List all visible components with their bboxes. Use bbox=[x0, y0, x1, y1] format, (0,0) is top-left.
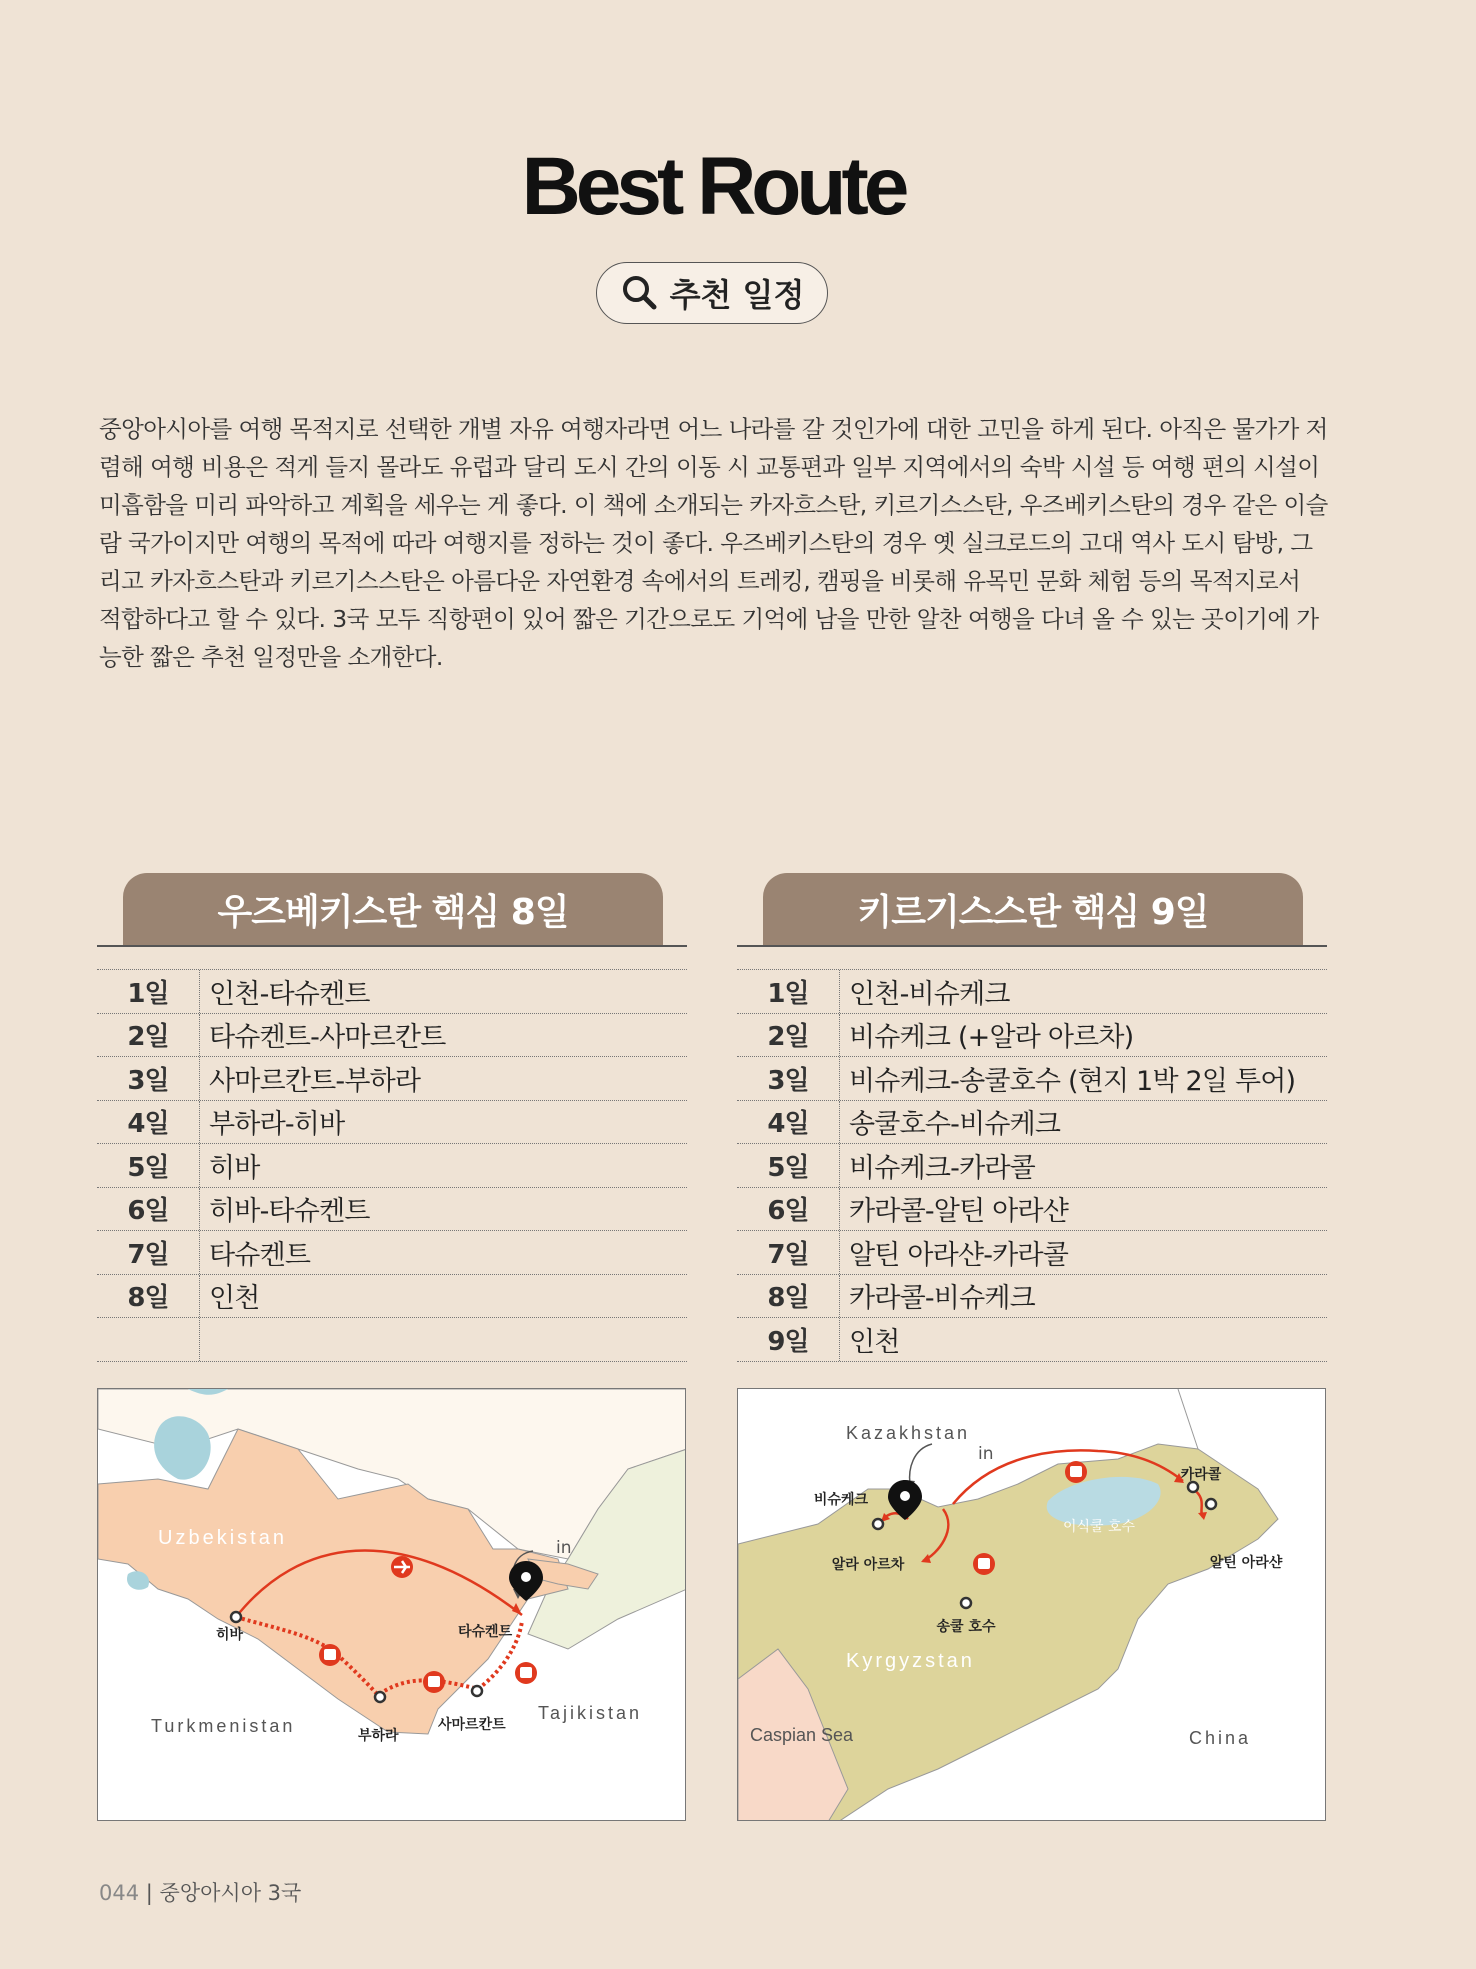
city-label-bishkek: 비슈케크 bbox=[813, 1492, 868, 1508]
place-cell: 인천 bbox=[849, 1326, 900, 1358]
sea-label-caspian: Caspian Sea bbox=[750, 1725, 854, 1745]
train-icon bbox=[515, 1662, 537, 1684]
page-footer bbox=[99, 1877, 301, 1907]
table-row bbox=[737, 1144, 1327, 1188]
day-cell: 7일 bbox=[97, 1231, 200, 1274]
day-cell: 1일 bbox=[737, 970, 840, 1013]
table-row bbox=[737, 1188, 1327, 1232]
place-cell: 비슈케크-카라콜 bbox=[849, 1152, 1035, 1184]
kyrgyzstan-map bbox=[737, 1388, 1326, 1821]
day-cell: 6일 bbox=[737, 1188, 840, 1231]
place-cell: 인천 bbox=[209, 1283, 260, 1315]
train-icon bbox=[423, 1671, 445, 1693]
day-cell: 2일 bbox=[97, 1014, 200, 1057]
table-row bbox=[97, 1275, 687, 1319]
route-title-kyrgyzstan: 키르기스스탄 핵심 9일 bbox=[763, 873, 1303, 945]
place-cell: 인천-타슈켄트 bbox=[209, 978, 370, 1010]
place-cell: 카라콜-알틴 아라샨 bbox=[849, 1196, 1068, 1228]
place-cell: 알틴 아라샨-카라콜 bbox=[849, 1239, 1068, 1271]
page-title: Best Route bbox=[521, 141, 905, 232]
subtitle-text: 추천 일정 bbox=[669, 276, 805, 314]
place-cell: 부하라-히바 bbox=[209, 1109, 345, 1141]
table-row bbox=[97, 1014, 687, 1058]
place-cell: 히바 bbox=[209, 1152, 260, 1184]
day-cell: 4일 bbox=[97, 1101, 200, 1144]
day-cell: 8일 bbox=[737, 1275, 840, 1318]
place-cell: 송쿨호수-비슈케크 bbox=[849, 1109, 1061, 1141]
search-icon bbox=[620, 273, 660, 313]
place-cell: 타슈켄트-사마르칸트 bbox=[209, 1022, 446, 1054]
page-number: 044 bbox=[99, 1881, 140, 1905]
country-label-kyrgyzstan: Kyrgyzstan bbox=[846, 1650, 975, 1672]
city-label-ala-archa: 알라 아르차 bbox=[831, 1557, 905, 1573]
table-row bbox=[97, 1144, 687, 1188]
in-label: in bbox=[556, 1538, 572, 1558]
table-row bbox=[97, 1231, 687, 1275]
place-cell: 비슈케크-송쿨호수 (현지 1박 2일 투어) bbox=[849, 1065, 1296, 1097]
country-label-uzbekistan: Uzbekistan bbox=[158, 1527, 287, 1549]
city-label-tashkent: 타슈켄트 bbox=[458, 1624, 513, 1640]
country-label-tajikistan: Tajikistan bbox=[538, 1703, 643, 1723]
lake-label-issyk-kul: 이식쿨 호수 bbox=[1063, 1519, 1136, 1535]
city-label-bukhara: 부하라 bbox=[358, 1728, 399, 1744]
day-cell: 8일 bbox=[97, 1275, 200, 1318]
place-cell: 비슈케크 (+알라 아르차) bbox=[849, 1022, 1134, 1054]
day-cell: 5일 bbox=[97, 1144, 200, 1187]
day-cell: 3일 bbox=[737, 1057, 840, 1100]
city-label-samarkand: 사마르칸트 bbox=[438, 1717, 506, 1733]
divider bbox=[97, 945, 687, 947]
city-label-altyn-arashan: 알틴 아라샨 bbox=[1209, 1555, 1283, 1571]
country-label-kazakhstan: Kazakhstan bbox=[846, 1423, 971, 1443]
table-row bbox=[737, 1231, 1327, 1275]
place-cell: 사마르칸트-부하라 bbox=[209, 1065, 421, 1097]
plane-icon bbox=[391, 1556, 413, 1578]
table-row bbox=[737, 1014, 1327, 1058]
city-label-khiva: 히바 bbox=[216, 1627, 244, 1643]
table-row bbox=[737, 1057, 1327, 1101]
subtitle-badge bbox=[596, 262, 828, 324]
route-panel-kyrgyzstan bbox=[737, 873, 1327, 1362]
day-cell: 3일 bbox=[97, 1057, 200, 1100]
day-cell: 2일 bbox=[737, 1014, 840, 1057]
route-panel-uzbekistan bbox=[97, 873, 687, 1362]
table-row bbox=[97, 1101, 687, 1145]
table-row bbox=[97, 1318, 687, 1362]
table-row bbox=[737, 1101, 1327, 1145]
table-row bbox=[97, 1057, 687, 1101]
table-row bbox=[737, 1318, 1327, 1362]
country-label-china: China bbox=[1189, 1728, 1252, 1748]
country-label-turkmenistan: Turkmenistan bbox=[151, 1716, 296, 1736]
place-cell: 인천-비슈케크 bbox=[849, 978, 1010, 1010]
table-row bbox=[737, 970, 1327, 1014]
day-cell: 5일 bbox=[737, 1144, 840, 1187]
day-cell: 4일 bbox=[737, 1101, 840, 1144]
day-cell: 1일 bbox=[97, 970, 200, 1013]
place-cell: 히바-타슈켄트 bbox=[209, 1196, 370, 1228]
city-label-song-kul: 송쿨 호수 bbox=[936, 1619, 996, 1635]
table-row bbox=[737, 1275, 1327, 1319]
day-cell: 9일 bbox=[737, 1318, 840, 1361]
divider bbox=[737, 945, 1327, 947]
in-label: in bbox=[978, 1444, 994, 1464]
bus-icon bbox=[973, 1553, 995, 1575]
day-cell: 6일 bbox=[97, 1188, 200, 1231]
table-row bbox=[97, 970, 687, 1014]
bus-icon bbox=[1065, 1461, 1087, 1483]
footer-separator: | bbox=[145, 1881, 153, 1905]
day-cell bbox=[97, 1318, 200, 1361]
city-label-karakol: 카라콜 bbox=[1180, 1467, 1222, 1483]
route-title-uzbekistan: 우즈베키스탄 핵심 8일 bbox=[123, 873, 663, 945]
uzbekistan-map bbox=[97, 1388, 686, 1821]
day-cell: 7일 bbox=[737, 1231, 840, 1274]
place-cell: 카라콜-비슈케크 bbox=[849, 1283, 1035, 1315]
table-row bbox=[97, 1188, 687, 1232]
train-icon bbox=[319, 1644, 341, 1666]
itinerary-table-kyrgyzstan bbox=[737, 969, 1327, 1362]
intro-paragraph: 중앙아시아를 여행 목적지로 선택한 개별 자유 여행자라면 어느 나라를 갈 것인가에 대한 고민을 하게 된다. 아직은 물가가 저렴해 여행 비용은 적게 들지 몰라도 유럽과 달리 도시 간의 이동 시 교통편과 일부 지역에서의 숙박 시설 등 여행 편의 시설이 미흡함을 미리 파악하고 계획을 세우는 게 좋다. 이 책에 소개되는 카자흐스탄, 키르기스스탄, 우즈베키스탄의 경우 같은 이슬람 국가이지만 여행의 목적에 따라 여행지를 정하는 것이 좋다. 우즈베키스탄의 경우 옛 실크로드의 고대 역사 도시 탐방, 그리고 카자흐스탄과 키르기스스탄은 아름다운 자연환경 속에서의 트레킹, 캠핑을 비롯해 유목민 문화 체험 등의 목적지로서 적합하다고 할 수 있다. 3국 모두 직항편이 있어 짧은 기간으로도 기억에 남을 만한 알찬 여행을 다녀 올 수 있는 곳이기에 가능한 짧은 추천 일정만을 소개한다. bbox=[99, 415, 1328, 671]
place-cell: 타슈켄트 bbox=[209, 1239, 311, 1271]
itinerary-table-uzbekistan bbox=[97, 969, 687, 1362]
book-title: 중앙아시아 3국 bbox=[159, 1881, 302, 1905]
